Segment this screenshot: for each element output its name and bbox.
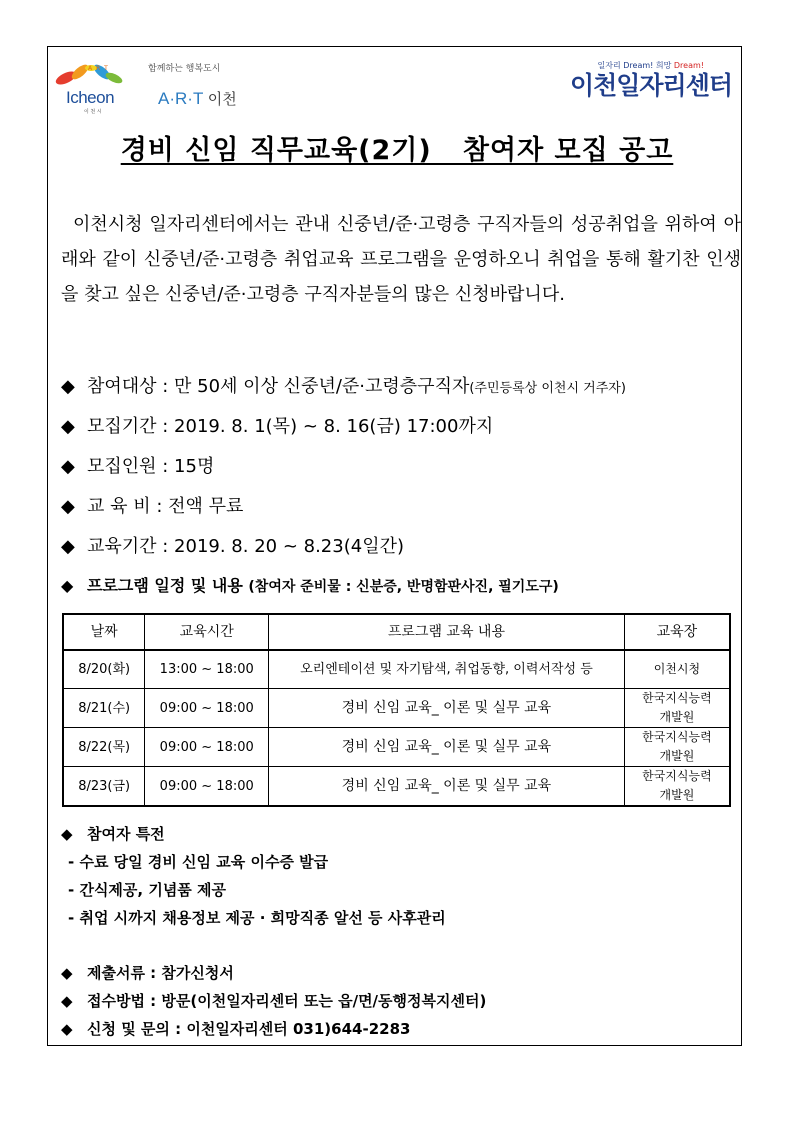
- row-date: 8/22(목): [63, 728, 145, 767]
- benefits-heading: ◆ 참여자 특전: [61, 825, 165, 843]
- city-logo-sub: 이 천 시: [84, 109, 102, 115]
- job-center-tagline: 일자리 Dream! 희망 Dream!: [597, 61, 704, 70]
- job-center-logo: [570, 60, 732, 101]
- row-place: 한국지식능력 개발원: [624, 767, 730, 807]
- row-place: 한국지식능력 개발원: [624, 689, 730, 728]
- table-row: [63, 767, 730, 807]
- row-time: 09:00 ~ 18:00: [145, 767, 269, 807]
- row-time: 09:00 ~ 18:00: [145, 689, 269, 728]
- table-row: [63, 650, 730, 689]
- art-swoosh-icon: [54, 58, 124, 92]
- diamond-bullet-icon: ◆: [61, 376, 75, 397]
- header-time: 교육시간: [145, 614, 269, 650]
- period-info: ◆ 모집기간 : 2019. 8. 1(목) ~ 8. 16(금) 17:00까지: [61, 416, 494, 437]
- fee-info: ◆ 교 육 비 : 전액 무료: [61, 496, 244, 517]
- target-info: ◆ 참여대상 : 만 50세 이상 신중년/준·고령층구직자(주민등록상 이천시 거주자): [61, 376, 626, 397]
- benefit-item: - 취업 시까지 채용정보 제공 · 희망직종 알선 등 사후관리: [68, 909, 446, 927]
- diamond-bullet-icon: ◆: [61, 992, 73, 1010]
- header-content: 프로그램 교육 내용: [269, 614, 625, 650]
- row-place: 한국지식능력 개발원: [624, 728, 730, 767]
- row-date: 8/20(화): [63, 650, 145, 689]
- diamond-bullet-icon: ◆: [61, 825, 73, 843]
- diamond-bullet-icon: ◆: [61, 964, 73, 982]
- city-logo-name: Icheon: [66, 88, 115, 107]
- diamond-bullet-icon: ◆: [61, 536, 75, 557]
- program-heading: ◆ 프로그램 일정 및 내용 (참여자 준비물 : 신분증, 반명함판사진, 필기도구): [61, 576, 559, 595]
- row-time: 13:00 ~ 18:00: [145, 650, 269, 689]
- diamond-bullet-icon: ◆: [61, 456, 75, 477]
- benefit-item: - 간식제공, 기념품 제공: [68, 881, 227, 899]
- intro-paragraph: 이천시청 일자리센터에서는 관내 신중년/준·고령층 구직자들의 성공취업을 위하여 아래와 같이 신중년/준·고령층 취업교육 프로그램을 운영하오니 취업을 통해 활기찬 인생을 찾고 싶은 신중년/준·고령층 구직자분들의 많은 신청바랍니다.: [61, 214, 741, 305]
- header-date: 날짜: [63, 614, 145, 650]
- diamond-bullet-icon: ◆: [61, 416, 75, 437]
- row-time: 09:00 ~ 18:00: [145, 728, 269, 767]
- row-content: 오리엔테이션 및 자기탐색, 취업동향, 이력서작성 등: [269, 650, 625, 689]
- art-brand: A·R·T 이천: [158, 89, 237, 108]
- page-title: 경비 신임 직무교육(2기) 참여자 모집 공고: [120, 135, 674, 166]
- edu-period-info: ◆ 교육기간 : 2019. 8. 20 ~ 8.23(4일간): [61, 536, 404, 557]
- table-row: [63, 689, 730, 728]
- method-info: ◆ 접수방법 : 방문(이천일자리센터 또는 읍/면/동행정복지센터): [61, 992, 487, 1010]
- benefit-item: - 수료 당일 경비 신임 교육 이수증 발급: [68, 853, 329, 871]
- docs-info: ◆ 제출서류 : 참가신청서: [61, 964, 234, 982]
- contact-info: ◆ 신청 및 문의 : 이천일자리센터 031)644-2283: [61, 1020, 411, 1038]
- job-center-name: 이천일자리센터: [569, 71, 732, 100]
- count-info: ◆ 모집인원 : 15명: [61, 456, 215, 477]
- row-content: 경비 신임 교육_ 이론 및 실무 교육: [269, 767, 625, 807]
- row-content: 경비 신임 교육_ 이론 및 실무 교육: [269, 728, 625, 767]
- row-place: 이천시청: [624, 650, 730, 689]
- city-logo-art: A R T: [88, 65, 109, 72]
- header-place: 교육장: [624, 614, 730, 650]
- table-row: [63, 728, 730, 767]
- diamond-bullet-icon: ◆: [61, 1020, 73, 1038]
- city-slogan: 함께하는 행복도시: [148, 64, 221, 74]
- schedule-table: [62, 613, 731, 807]
- icheon-city-logo: [52, 58, 242, 114]
- table-header-row: [63, 614, 730, 650]
- row-content: 경비 신임 교육_ 이론 및 실무 교육: [269, 689, 625, 728]
- row-date: 8/21(수): [63, 689, 145, 728]
- diamond-bullet-icon: ◆: [61, 576, 74, 595]
- diamond-bullet-icon: ◆: [61, 496, 75, 517]
- row-date: 8/23(금): [63, 767, 145, 807]
